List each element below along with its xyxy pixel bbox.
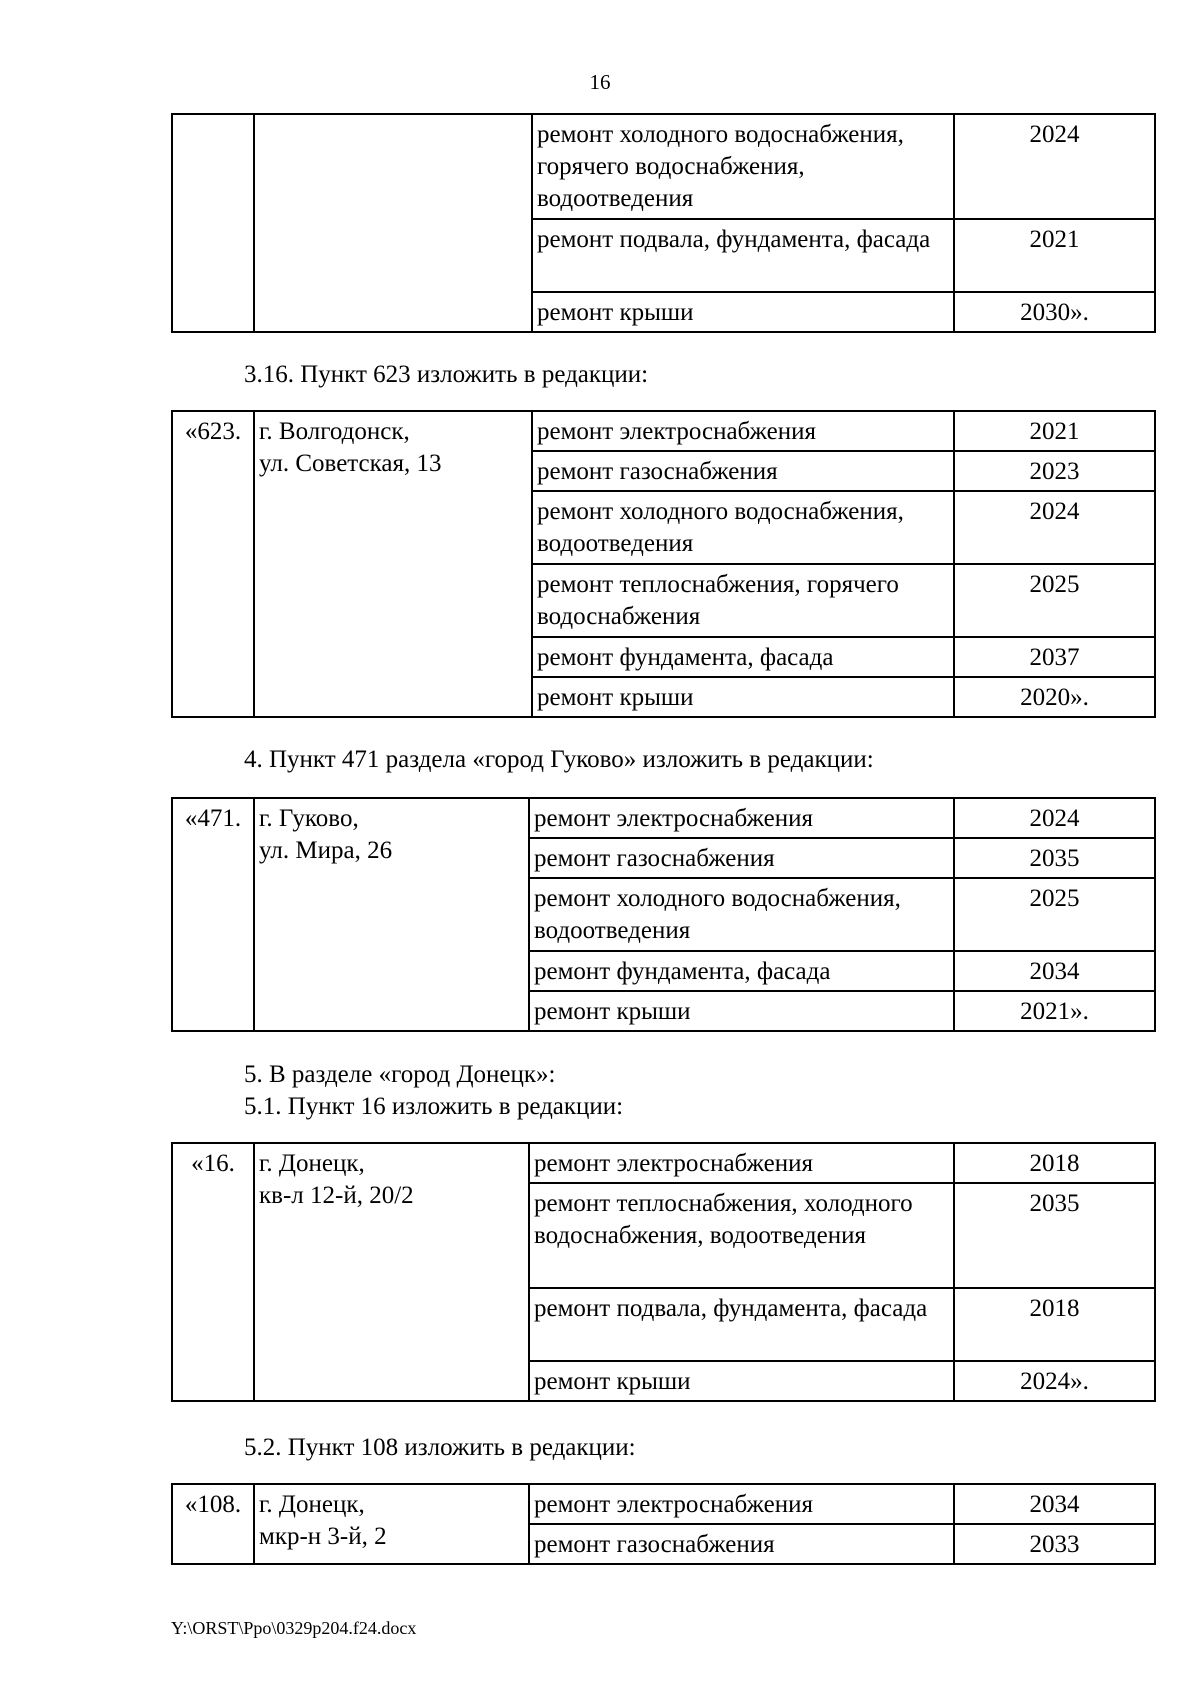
work-cell: ремонт теплоснабжения, холодного водоснабжения, водоотведения xyxy=(529,1183,954,1288)
year-cell: 2037 xyxy=(954,637,1155,677)
paragraph-5-1: 5.1. Пункт 16 изложить в редакции: xyxy=(244,1093,624,1120)
address-line: ул. Советская, 13 xyxy=(259,450,442,477)
paragraph-3-16: 3.16. Пункт 623 изложить в редакции: xyxy=(244,361,649,388)
address-line: г. Донецк, xyxy=(259,1491,365,1518)
table-16 xyxy=(171,1142,1156,1402)
paragraph-5-2: 5.2. Пункт 108 изложить в редакции: xyxy=(244,1434,636,1461)
work-cell: ремонт газоснабжения xyxy=(532,451,954,491)
year-cell: 2020». xyxy=(954,677,1155,717)
work-cell: ремонт подвала, фундамента, фасада xyxy=(532,219,954,292)
address-cell xyxy=(254,1484,529,1564)
year-cell: 2034 xyxy=(954,951,1155,991)
work-cell: ремонт крыши xyxy=(532,677,954,717)
table-108 xyxy=(171,1483,1156,1565)
table-row xyxy=(172,1484,1155,1524)
year-cell: 2024». xyxy=(954,1361,1155,1401)
year-cell: 2033 xyxy=(954,1524,1155,1564)
table-row xyxy=(172,1143,1155,1183)
year-cell: 2024 xyxy=(954,491,1155,564)
address-line: г. Донецк, xyxy=(259,1150,365,1177)
work-cell: ремонт газоснабжения xyxy=(529,838,954,878)
address-cell xyxy=(254,798,529,1031)
paragraph-5: 5. В разделе «город Донецк»: xyxy=(244,1061,556,1088)
year-cell: 2023 xyxy=(954,451,1155,491)
table-471 xyxy=(171,797,1156,1032)
year-cell: 2025 xyxy=(954,564,1155,637)
page-number: 16 xyxy=(589,70,611,94)
table-row xyxy=(172,411,1155,451)
item-number-cell: «108. xyxy=(172,1484,254,1564)
year-cell: 2034 xyxy=(954,1484,1155,1524)
address-line: ул. Мира, 26 xyxy=(259,837,393,864)
work-cell: ремонт крыши xyxy=(529,991,954,1031)
work-cell: ремонт холодного водоснабжения, водоотведения xyxy=(532,491,954,564)
year-cell: 2025 xyxy=(954,878,1155,951)
work-cell: ремонт крыши xyxy=(529,1361,954,1401)
work-cell: ремонт холодного водоснабжения, горячего водоснабжения, водоотведения xyxy=(532,114,954,219)
year-cell: 2035 xyxy=(954,838,1155,878)
year-cell: 2018 xyxy=(954,1288,1155,1361)
item-number-cell xyxy=(172,114,254,332)
work-cell: ремонт холодного водоснабжения, водоотведения xyxy=(529,878,954,951)
address-line: мкр-н 3-й, 2 xyxy=(259,1523,387,1550)
year-cell: 2024 xyxy=(954,114,1155,219)
address-line: г. Гуково, xyxy=(259,805,359,832)
year-cell: 2030». xyxy=(954,292,1155,332)
address-cell xyxy=(254,114,532,332)
year-cell: 2021 xyxy=(954,219,1155,292)
table-row xyxy=(172,798,1155,838)
address-line: г. Волгодонск, xyxy=(259,418,410,445)
work-cell: ремонт электроснабжения xyxy=(529,798,954,838)
table-row xyxy=(172,114,1155,219)
year-cell: 2035 xyxy=(954,1183,1155,1288)
work-cell: ремонт электроснабжения xyxy=(529,1484,954,1524)
table-623 xyxy=(171,410,1156,718)
work-cell: ремонт теплоснабжения, горячего водоснабжения xyxy=(532,564,954,637)
year-cell: 2018 xyxy=(954,1143,1155,1183)
work-cell: ремонт газоснабжения xyxy=(529,1524,954,1564)
work-cell: ремонт крыши xyxy=(532,292,954,332)
item-number-cell: «471. xyxy=(172,798,254,1031)
year-cell: 2021 xyxy=(954,411,1155,451)
year-cell: 2021». xyxy=(954,991,1155,1031)
address-cell xyxy=(254,1143,529,1401)
work-cell: ремонт подвала, фундамента, фасада xyxy=(529,1288,954,1361)
work-cell: ремонт электроснабжения xyxy=(532,411,954,451)
address-cell xyxy=(254,411,532,717)
address-line: кв-л 12-й, 20/2 xyxy=(259,1182,414,1209)
item-number-cell: «16. xyxy=(172,1143,254,1401)
year-cell: 2024 xyxy=(954,798,1155,838)
work-cell: ремонт фундамента, фасада xyxy=(532,637,954,677)
work-cell: ремонт фундамента, фасада xyxy=(529,951,954,991)
footer-file-path: Y:\ORST\Ppo\0329p204.f24.docx xyxy=(171,1618,417,1638)
item-number-cell: «623. xyxy=(172,411,254,717)
paragraph-4: 4. Пункт 471 раздела «город Гуково» изложить в редакции: xyxy=(244,746,874,773)
table-continuation xyxy=(171,113,1156,333)
work-cell: ремонт электроснабжения xyxy=(529,1143,954,1183)
